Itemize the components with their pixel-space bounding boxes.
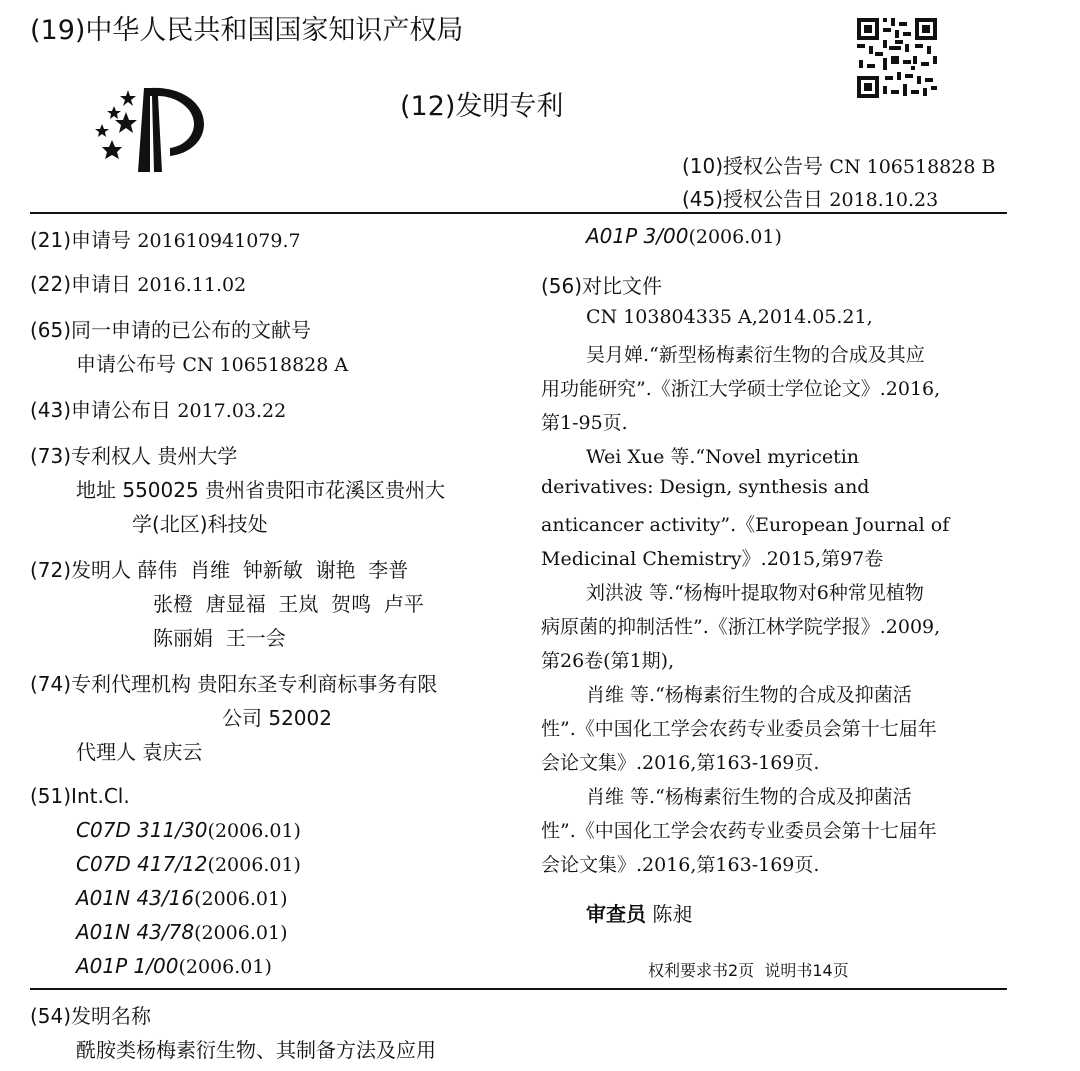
intcl-item: [76, 886, 288, 910]
intcl-code: A01N 43/16: [76, 886, 195, 910]
intcl-label: (51)Int.Cl.: [30, 784, 130, 808]
issuing-office: (19)中华人民共和国国家知识产权局: [30, 15, 464, 46]
ref-line: CN 103804335 A,2014.05.21,: [586, 306, 873, 328]
agent: 袁庆云: [142, 740, 203, 764]
ref-line: 性”.《中国化工学会农药专业委员会第十七届年: [541, 718, 937, 740]
app-date-row: [30, 268, 246, 297]
qr-code-icon: [855, 16, 939, 100]
top-rule: [30, 212, 1007, 214]
inventors-line2: 张橙 唐显福 王岚 贺鸣 卢平: [153, 592, 424, 616]
ref-line: 性”.《中国化工学会农药专业委员会第十七届年: [541, 820, 937, 842]
ref-line: 会论文集》.2016,第163-169页.: [541, 752, 820, 774]
app-no-row: [30, 224, 301, 253]
grant-pub-date: 2018.10.23: [829, 189, 939, 211]
intcl-item-cont: [586, 224, 782, 248]
app-pub-date: 2017.03.22: [177, 400, 287, 422]
inventors-row: [30, 554, 408, 583]
agency-row: [30, 668, 437, 697]
ref-line: Wei Xue 等.“Novel myricetin: [586, 446, 860, 468]
agent-label: 代理人: [76, 740, 136, 764]
document-kind: (12)发明专利: [400, 91, 564, 122]
app-pub-no-row: [76, 348, 348, 377]
ref-line: 病原菌的抑制活性”.《浙江林学院学报》.2009,: [541, 616, 941, 638]
inventors-line1: 薛伟 肖维 钟新敏 谢艳 李普: [137, 558, 409, 582]
agent-row: [76, 736, 202, 765]
patentee: 贵州大学: [157, 444, 238, 468]
intcl-code: C07D 311/30: [76, 818, 208, 842]
ref-line: derivatives: Design, synthesis and: [541, 476, 870, 498]
inventors-label: (72)发明人: [30, 558, 132, 582]
intcl-version: (2006.01): [207, 820, 301, 842]
refs-label: (56)对比文件: [541, 274, 663, 298]
intcl-code: A01P 3/00: [586, 224, 689, 248]
ref-line: 会论文集》.2016,第163-169页.: [541, 854, 820, 876]
intcl-code: C07D 417/12: [76, 852, 208, 876]
inventors-line3: 陈丽娟 王一会: [153, 626, 286, 650]
intcl-item: [76, 852, 301, 876]
examiner: 陈昶: [652, 902, 693, 926]
intcl-version: (2006.01): [207, 854, 301, 876]
app-date: 2016.11.02: [137, 274, 247, 296]
examiner-row: [586, 898, 692, 927]
address-line2: 学(北区)科技处: [132, 512, 268, 536]
address-line1: 550025 贵州省贵阳市花溪区贵州大: [122, 478, 446, 502]
intcl-code: A01P 1/00: [76, 954, 179, 978]
intcl-version: (2006.01): [194, 922, 288, 944]
invention-title: 酰胺类杨梅素衍生物、其制备方法及应用: [76, 1038, 436, 1062]
ref-line: 刘洪波 等.“杨梅叶提取物对6种常见植物: [586, 582, 924, 604]
agency-line1: 贵阳东圣专利商标事务有限: [197, 672, 438, 696]
grant-pub-no-label: (10)授权公告号: [682, 154, 824, 178]
intcl-item: [76, 818, 301, 842]
ref-line: 用功能研究”.《浙江大学硕士学位论文》.2016,: [541, 378, 941, 400]
patentee-label: (73)专利权人: [30, 444, 152, 468]
cnipa-emblem-icon: [88, 80, 213, 175]
address-row: [76, 474, 445, 503]
app-no: 201610941079.7: [137, 230, 301, 252]
ref-line: 肖维 等.“杨梅素衍生物的合成及抑菌活: [586, 684, 912, 706]
intcl-code: A01N 43/78: [76, 920, 195, 944]
grant-pub-no: CN 106518828 B: [829, 156, 996, 178]
grant-pub-date-label: (45)授权公告日: [682, 187, 824, 211]
app-pub-date-label: (43)申请公布日: [30, 398, 172, 422]
invention-title-label: (54)发明名称: [30, 1004, 152, 1028]
bottom-rule: [30, 988, 1007, 990]
app-date-label: (22)申请日: [30, 272, 132, 296]
agency-line2: 公司 52002: [222, 706, 332, 730]
intcl-version: (2006.01): [194, 888, 288, 910]
examiner-label: 审查员: [586, 902, 646, 926]
ref-line: 第26卷(第1期),: [541, 650, 675, 672]
intcl-item: [76, 920, 288, 944]
pages-note: 权利要求书2页 说明书14页: [648, 961, 849, 980]
prior-pub-label: (65)同一申请的已公布的文献号: [30, 318, 312, 342]
intcl-version: (2006.01): [688, 226, 782, 248]
patentee-row: [30, 440, 237, 469]
app-pub-date-row: [30, 394, 286, 423]
intcl-version: (2006.01): [178, 956, 272, 978]
address-label: 地址: [76, 478, 116, 502]
ref-line: 吴月婵.“新型杨梅素衍生物的合成及其应: [586, 344, 925, 366]
ref-line: 肖维 等.“杨梅素衍生物的合成及抑菌活: [586, 786, 912, 808]
app-pub-no-label: 申请公布号: [76, 352, 176, 376]
ref-line: 第1-95页.: [541, 412, 628, 434]
ref-line: anticancer activity”.《European Journal of: [541, 514, 950, 536]
ref-line: Medicinal Chemistry》.2015,第97卷: [541, 548, 884, 570]
agency-label: (74)专利代理机构: [30, 672, 192, 696]
app-no-label: (21)申请号: [30, 228, 132, 252]
intcl-item: [76, 954, 272, 978]
app-pub-no: CN 106518828 A: [182, 354, 349, 376]
